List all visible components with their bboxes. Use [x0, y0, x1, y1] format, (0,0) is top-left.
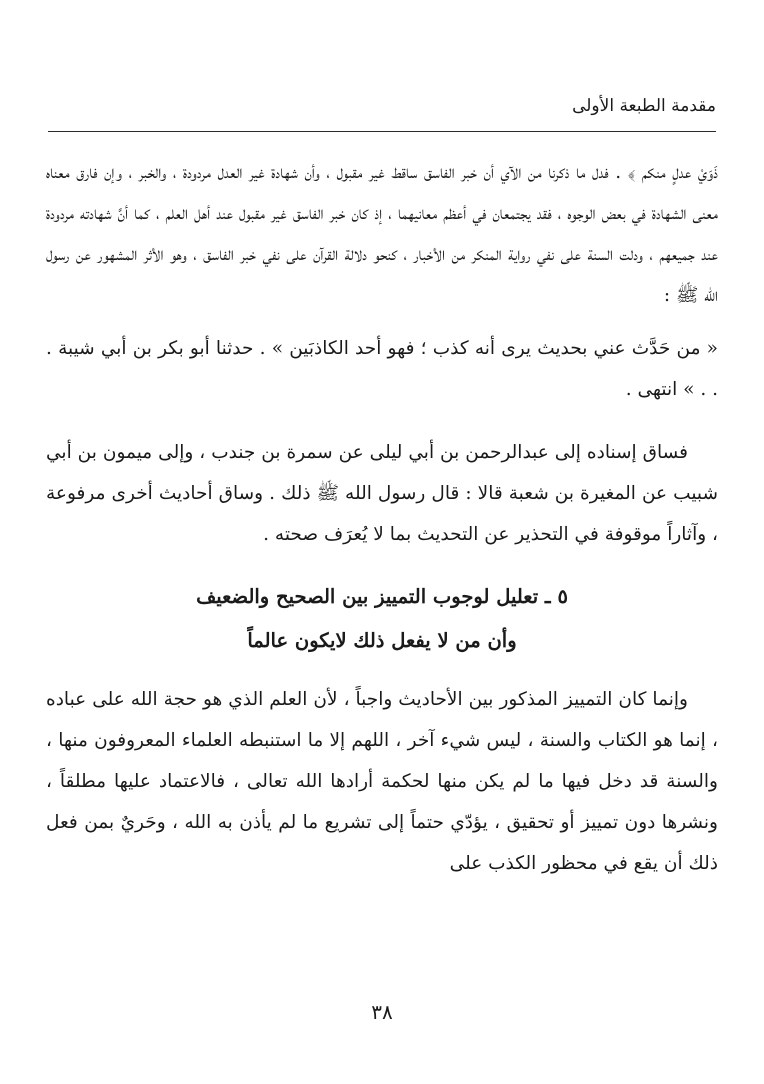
paragraph-hadith-quote: « من حَدَّث عني بحديث يرى أنه كذب ؛ فهو أحد الكاذبَين » . حدثنا أبو بكر بن أبي شيبة . . . » انتهى . — [46, 338, 718, 400]
paragraph-3: فساق إسناده إلى عبدالرحمن بن أبي ليلى عن سمرة بن جندب ، وإلى ميمون بن أبي شبيب عن المغيرة بن شعبة قالا : قال رسول الله ﷺ ذلك . وساق أحاديث أخرى مرفوعة ، وآثاراً موقوفة في التحذير عن التحديث بما لا يُعرَف صحته . — [46, 442, 718, 545]
section-heading-line-2: وأن من لا يفعل ذلك لايكون عالماً — [247, 629, 517, 652]
header-rule — [48, 131, 716, 132]
section-heading-line-1: ٥ ـ تعليل لوجوب التمييز بين الصحيح والضعيف — [196, 585, 568, 608]
running-header: مقدمة الطبعة الأولى — [572, 96, 716, 116]
paragraph-4: وإنما كان التمييز المذكور بين الأحاديث واجباً ، لأن العلم الذي هو حجة الله على عباده ، إنما هو الكتاب والسنة ، ليس شيء آخر ، اللهم إلا ما استنبطه العلماء المعروفون منها ، والسنة قد دخل فيها ما لم يكن منها لحكمة أرادها الله تعالى ، فالاعتماد عليها مطلقاً ، ونشرها دون تمييز أو تحقيق ، يؤدّي حتماً إلى تشريع ما لم يأذن به الله ، وحَريٌ بمن فعل ذلك أن يقع في محظور الكذب على — [46, 689, 718, 874]
page-number: ٣٨ — [371, 1000, 393, 1024]
page-body — [46, 152, 718, 884]
paragraph-1: ذَوَيْ عدلٍ منكم ﴾ . فدل ما ذكرنا من الآي أن خبر الفاسق ساقط غير مقبول ، وأن شهادة غير العدل مردودة ، والخبر ، وإن فارق معناه معنى الشهادة في بعض الوجوه ، فقد يجتمعان في أعظم معانيهما ، إذ كان خبر الفاسق غير مقبول عند أهل العلم ، كما أنَّ شهادته مردودة عند جميعهم ، ودلت السنة على نفي رواية المنكر من الأخبار ، كنحو دلالة القرآن على نفي خبر الفاسق ، وهو الأثر المشهور عن رسول الله ﷺ : — [46, 162, 718, 306]
